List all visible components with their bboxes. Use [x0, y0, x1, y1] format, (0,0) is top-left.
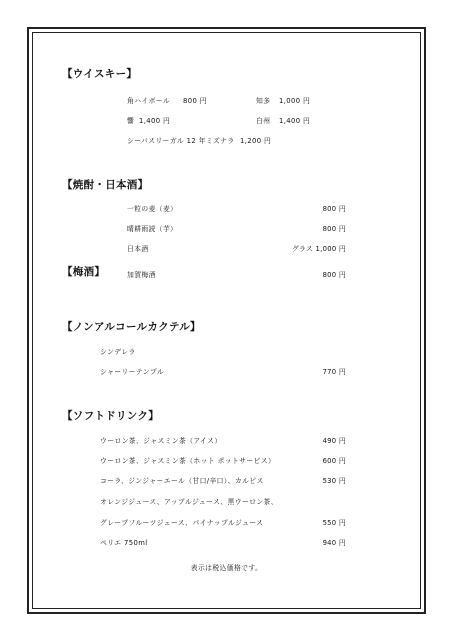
menu-item-name: コーラ、ジンジャーエール（甘口/辛口）、カルピス — [100, 477, 264, 485]
menu-item-name: 日本酒 — [127, 245, 149, 253]
menu-item-name: 晴耕雨読（芋） — [127, 225, 178, 233]
menu-item-name: グレープフルーツジュース、パイナップルジュース — [100, 519, 264, 527]
menu-item-price: 550 円 — [322, 519, 346, 527]
menu-item-name: シーバスリーガル 12 年ミズナラ — [127, 137, 235, 145]
section-heading-umeshu: 【梅酒】 — [62, 266, 106, 278]
menu-item-price: 1,200 円 — [240, 137, 272, 145]
menu-item-price: 1,400 円 — [139, 117, 171, 125]
menu-item-price: 800 円 — [322, 225, 346, 233]
menu-item-price: 1,000 円 — [279, 97, 311, 105]
menu-item-name: シャーリーテンプル — [100, 368, 165, 376]
menu-item-price: 530 円 — [322, 477, 346, 485]
menu-item-name: ウーロン茶、ジャスミン茶（ホット ポットサービス） — [100, 457, 276, 465]
menu-item-name: ペリエ 750ml — [100, 539, 148, 547]
section-heading-nonalcohol: 【ノンアルコールカクテル】 — [62, 321, 201, 333]
menu-item-price: 770 円 — [322, 368, 346, 376]
menu-item-price: グラス 1,000 円 — [291, 245, 346, 253]
menu-item-name: 知多 — [256, 97, 271, 105]
menu-item-price: 800 円 — [183, 97, 207, 105]
menu-item-name: シンデレラ — [100, 348, 136, 356]
menu-item-name: 角ハイボール — [127, 97, 171, 105]
section-heading-shochu: 【焼酎・日本酒】 — [62, 179, 149, 191]
menu-item-price: 490 円 — [322, 437, 346, 445]
menu-item-price: 800 円 — [322, 271, 346, 279]
section-heading-whisky: 【ウイスキー】 — [62, 68, 138, 80]
menu-item-name: 加賀梅酒 — [127, 271, 156, 279]
menu-item-name: 白州 — [256, 117, 271, 125]
menu-item-price: 940 円 — [322, 539, 346, 547]
menu-item-price: 800 円 — [322, 205, 346, 213]
menu-item-name: 響 — [127, 117, 135, 125]
menu-item-price: 1,400 円 — [279, 117, 311, 125]
tax-note: 表示は税込価格です。 — [190, 564, 263, 572]
menu-item-name: オレンジジュース、アップルジュース、黒ウーロン茶、 — [100, 498, 278, 506]
menu-item-price: 600 円 — [322, 457, 346, 465]
section-heading-softdrink: 【ソフトドリンク】 — [62, 410, 159, 422]
menu-item-name: 一粒の麦（麦） — [127, 205, 178, 213]
menu-item-name: ウーロン茶、ジャスミン茶（アイス） — [100, 437, 222, 445]
